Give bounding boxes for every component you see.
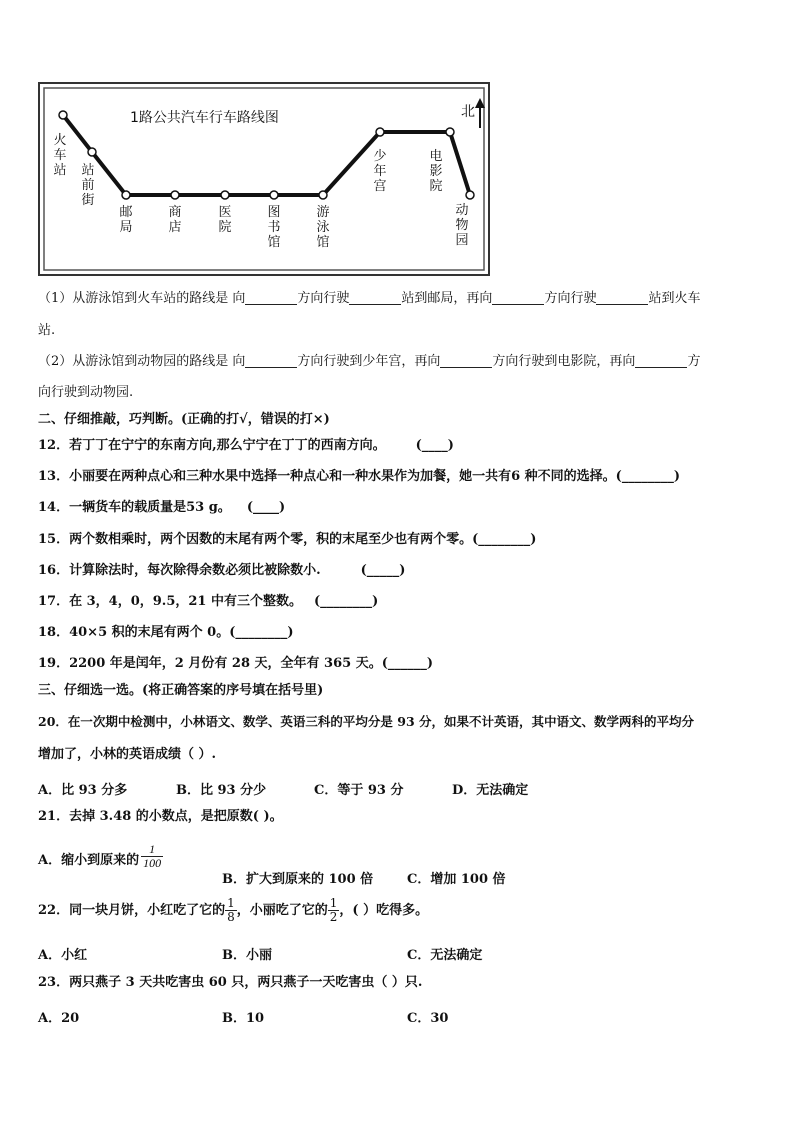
station-label-train: 火车站: [53, 133, 67, 178]
q20-option-d[interactable]: D．无法确定: [452, 783, 529, 798]
q1-text-3: 站到邮局，再向: [401, 291, 493, 306]
q22-option-a[interactable]: A．小红: [38, 948, 88, 963]
q19-text: 19．2200 年是闰年，2 月份有 28 天，全年有 365 天。: [38, 656, 382, 671]
q21-fraction-numerator: 1: [141, 843, 163, 857]
station-label-cinema: 电影院: [429, 149, 443, 194]
q21-fraction: [141, 843, 163, 870]
station-marker-youth: [376, 128, 384, 136]
question-13: [38, 470, 680, 483]
q2-line1: [38, 355, 700, 368]
station-marker-shop: [171, 191, 179, 199]
q2-blank-3[interactable]: [635, 355, 687, 368]
q15-answer-paren[interactable]: (________): [472, 532, 537, 547]
q2-text-3: 方向行驶到电影院，再向: [492, 354, 636, 369]
q21-option-a[interactable]: [38, 843, 163, 870]
q1-blank-2[interactable]: [349, 292, 401, 305]
q14-text: 14．一辆货车的载质量是53 g。: [38, 500, 231, 515]
section-3-heading: 三、仔细选一选。(将正确答案的序号填在括号里): [38, 683, 324, 698]
q22-option-c[interactable]: C．无法确定: [407, 948, 483, 963]
q23-option-a[interactable]: A．20: [38, 1011, 80, 1026]
section-2-heading: 二、仔细推敲，巧判断。(正确的打√，错误的打×): [38, 412, 330, 427]
q22-fraction-2-denominator: 2: [329, 910, 338, 925]
q2-blank-2[interactable]: [440, 355, 492, 368]
q17-text: 17．在 3，4，0，9.5，21 中有三个整数。: [38, 594, 302, 609]
q1-text-4: 方向行驶: [544, 291, 597, 306]
q12-text: 12．若丁丁在宁宁的东南方向,那么宁宁在丁丁的西南方向。: [38, 438, 386, 453]
q13-text: 13．小丽要在两种点心和三种水果中选择一种点心和一种水果作为加餐，她一共有6 种不同的选择。: [38, 469, 616, 484]
station-marker-zoo: [466, 191, 474, 199]
station-label-library: 图书馆: [267, 205, 281, 250]
q20-option-c[interactable]: C．等于 93 分: [314, 783, 404, 798]
bus-route-map: [38, 82, 490, 276]
q23-stem: 23．两只燕子 3 天共吃害虫 60 只，两只燕子一天吃害虫（ ）只.: [38, 975, 423, 990]
station-marker-cinema: [446, 128, 454, 136]
q14-answer-paren[interactable]: (____): [246, 500, 286, 515]
q21-fraction-denominator: 100: [143, 856, 162, 871]
q1-text-2: 方向行驶: [297, 291, 350, 306]
station-label-pool: 游泳馆: [316, 205, 330, 250]
station-marker-train: [59, 111, 67, 119]
route-map-svg: [38, 82, 490, 276]
north-label: 北: [461, 104, 475, 120]
q2-text-4: 方: [687, 354, 701, 369]
q20-option-b[interactable]: B．比 93 分少: [176, 783, 267, 798]
question-19: [38, 657, 433, 670]
station-marker-pool: [319, 191, 327, 199]
q22-text-3: ，( ）吃得多。: [339, 903, 429, 919]
station-label-zoo: 动物园: [455, 203, 469, 248]
station-label-post: 邮局: [119, 205, 133, 235]
q22-option-b[interactable]: B．小丽: [222, 948, 272, 963]
q23-option-c[interactable]: C．30: [407, 1011, 449, 1026]
q2-text-1: （2）从游泳馆到动物园的路线是 向: [38, 354, 246, 369]
station-label-shop: 商店: [168, 205, 182, 235]
q18-text: 18．40×5 积的末尾有两个 0。: [38, 625, 230, 640]
q16-answer-paren[interactable]: (_____): [360, 563, 406, 578]
question-16: [38, 564, 405, 577]
q1-blank-4[interactable]: [596, 292, 648, 305]
q22-stem: [38, 897, 428, 924]
station-label-hospital: 医院: [218, 205, 232, 235]
q2-blank-1[interactable]: [245, 355, 297, 368]
q22-text-2: ，小丽吃了它的: [236, 903, 328, 919]
q1-line1: [38, 292, 700, 305]
q1-text-1: （1）从游泳馆到火车站的路线是 向: [38, 291, 246, 306]
q1-text-5: 站到火车: [648, 291, 701, 306]
q1-blank-1[interactable]: [245, 292, 297, 305]
question-18: [38, 626, 294, 639]
station-marker-library: [270, 191, 278, 199]
station-label-youth: 少年宫: [373, 149, 387, 194]
q22-fraction-2: [328, 897, 340, 924]
q22-fraction-1-denominator: 8: [227, 910, 235, 925]
station-label-front: 站前街: [81, 163, 95, 208]
q21-stem: 21．去掉 3.48 的小数点，是把原数( )。: [38, 809, 283, 824]
q20-stem-line2: 增加了，小林的英语成绩（ ）.: [38, 747, 217, 762]
q13-answer-paren[interactable]: (________): [615, 469, 680, 484]
q22-fraction-1: [225, 897, 237, 924]
q18-answer-paren[interactable]: (________): [229, 625, 294, 640]
station-marker-front: [88, 148, 96, 156]
q19-answer-paren[interactable]: (______): [381, 656, 434, 671]
q20-stem-line1: 20．在一次期中检测中，小林语文、数学、英语三科的平均分是 93 分，如果不计英语，其中语文、数学两科的平均分: [38, 714, 694, 729]
q12-answer-paren[interactable]: (____): [415, 438, 454, 453]
q22-fraction-1-numerator: 1: [227, 896, 235, 910]
question-14: [38, 501, 285, 514]
q22-fraction-2-numerator: 1: [329, 896, 338, 910]
q15-text: 15．两个数相乘时，两个因数的末尾有两个零，积的末尾至少也有两个零。: [38, 532, 473, 547]
question-15: [38, 533, 536, 546]
q2-line2: 向行驶到动物园.: [38, 385, 134, 400]
q16-text: 16．计算除法时，每次除得余数必须比被除数小.: [38, 563, 321, 578]
q21-option-a-text: A．缩小到原来的: [38, 853, 140, 869]
map-title: 1路公共汽车行车路线图: [130, 110, 279, 126]
q20-option-a[interactable]: A．比 93 分多: [38, 783, 128, 798]
question-12: [38, 439, 454, 452]
q21-option-c[interactable]: C．增加 100 倍: [407, 872, 506, 887]
question-17: [38, 595, 378, 608]
q22-text-1: 22．同一块月饼，小红吃了它的: [38, 903, 226, 919]
q1-line2: 站.: [38, 323, 56, 338]
q21-option-b[interactable]: B．扩大到原来的 100 倍: [222, 872, 374, 887]
station-marker-post: [122, 191, 130, 199]
q2-text-2: 方向行驶到少年宫，再向: [297, 354, 441, 369]
station-marker-hospital: [221, 191, 229, 199]
q23-option-b[interactable]: B．10: [222, 1011, 265, 1026]
q17-answer-paren[interactable]: (________): [314, 594, 379, 609]
q1-blank-3[interactable]: [492, 292, 544, 305]
